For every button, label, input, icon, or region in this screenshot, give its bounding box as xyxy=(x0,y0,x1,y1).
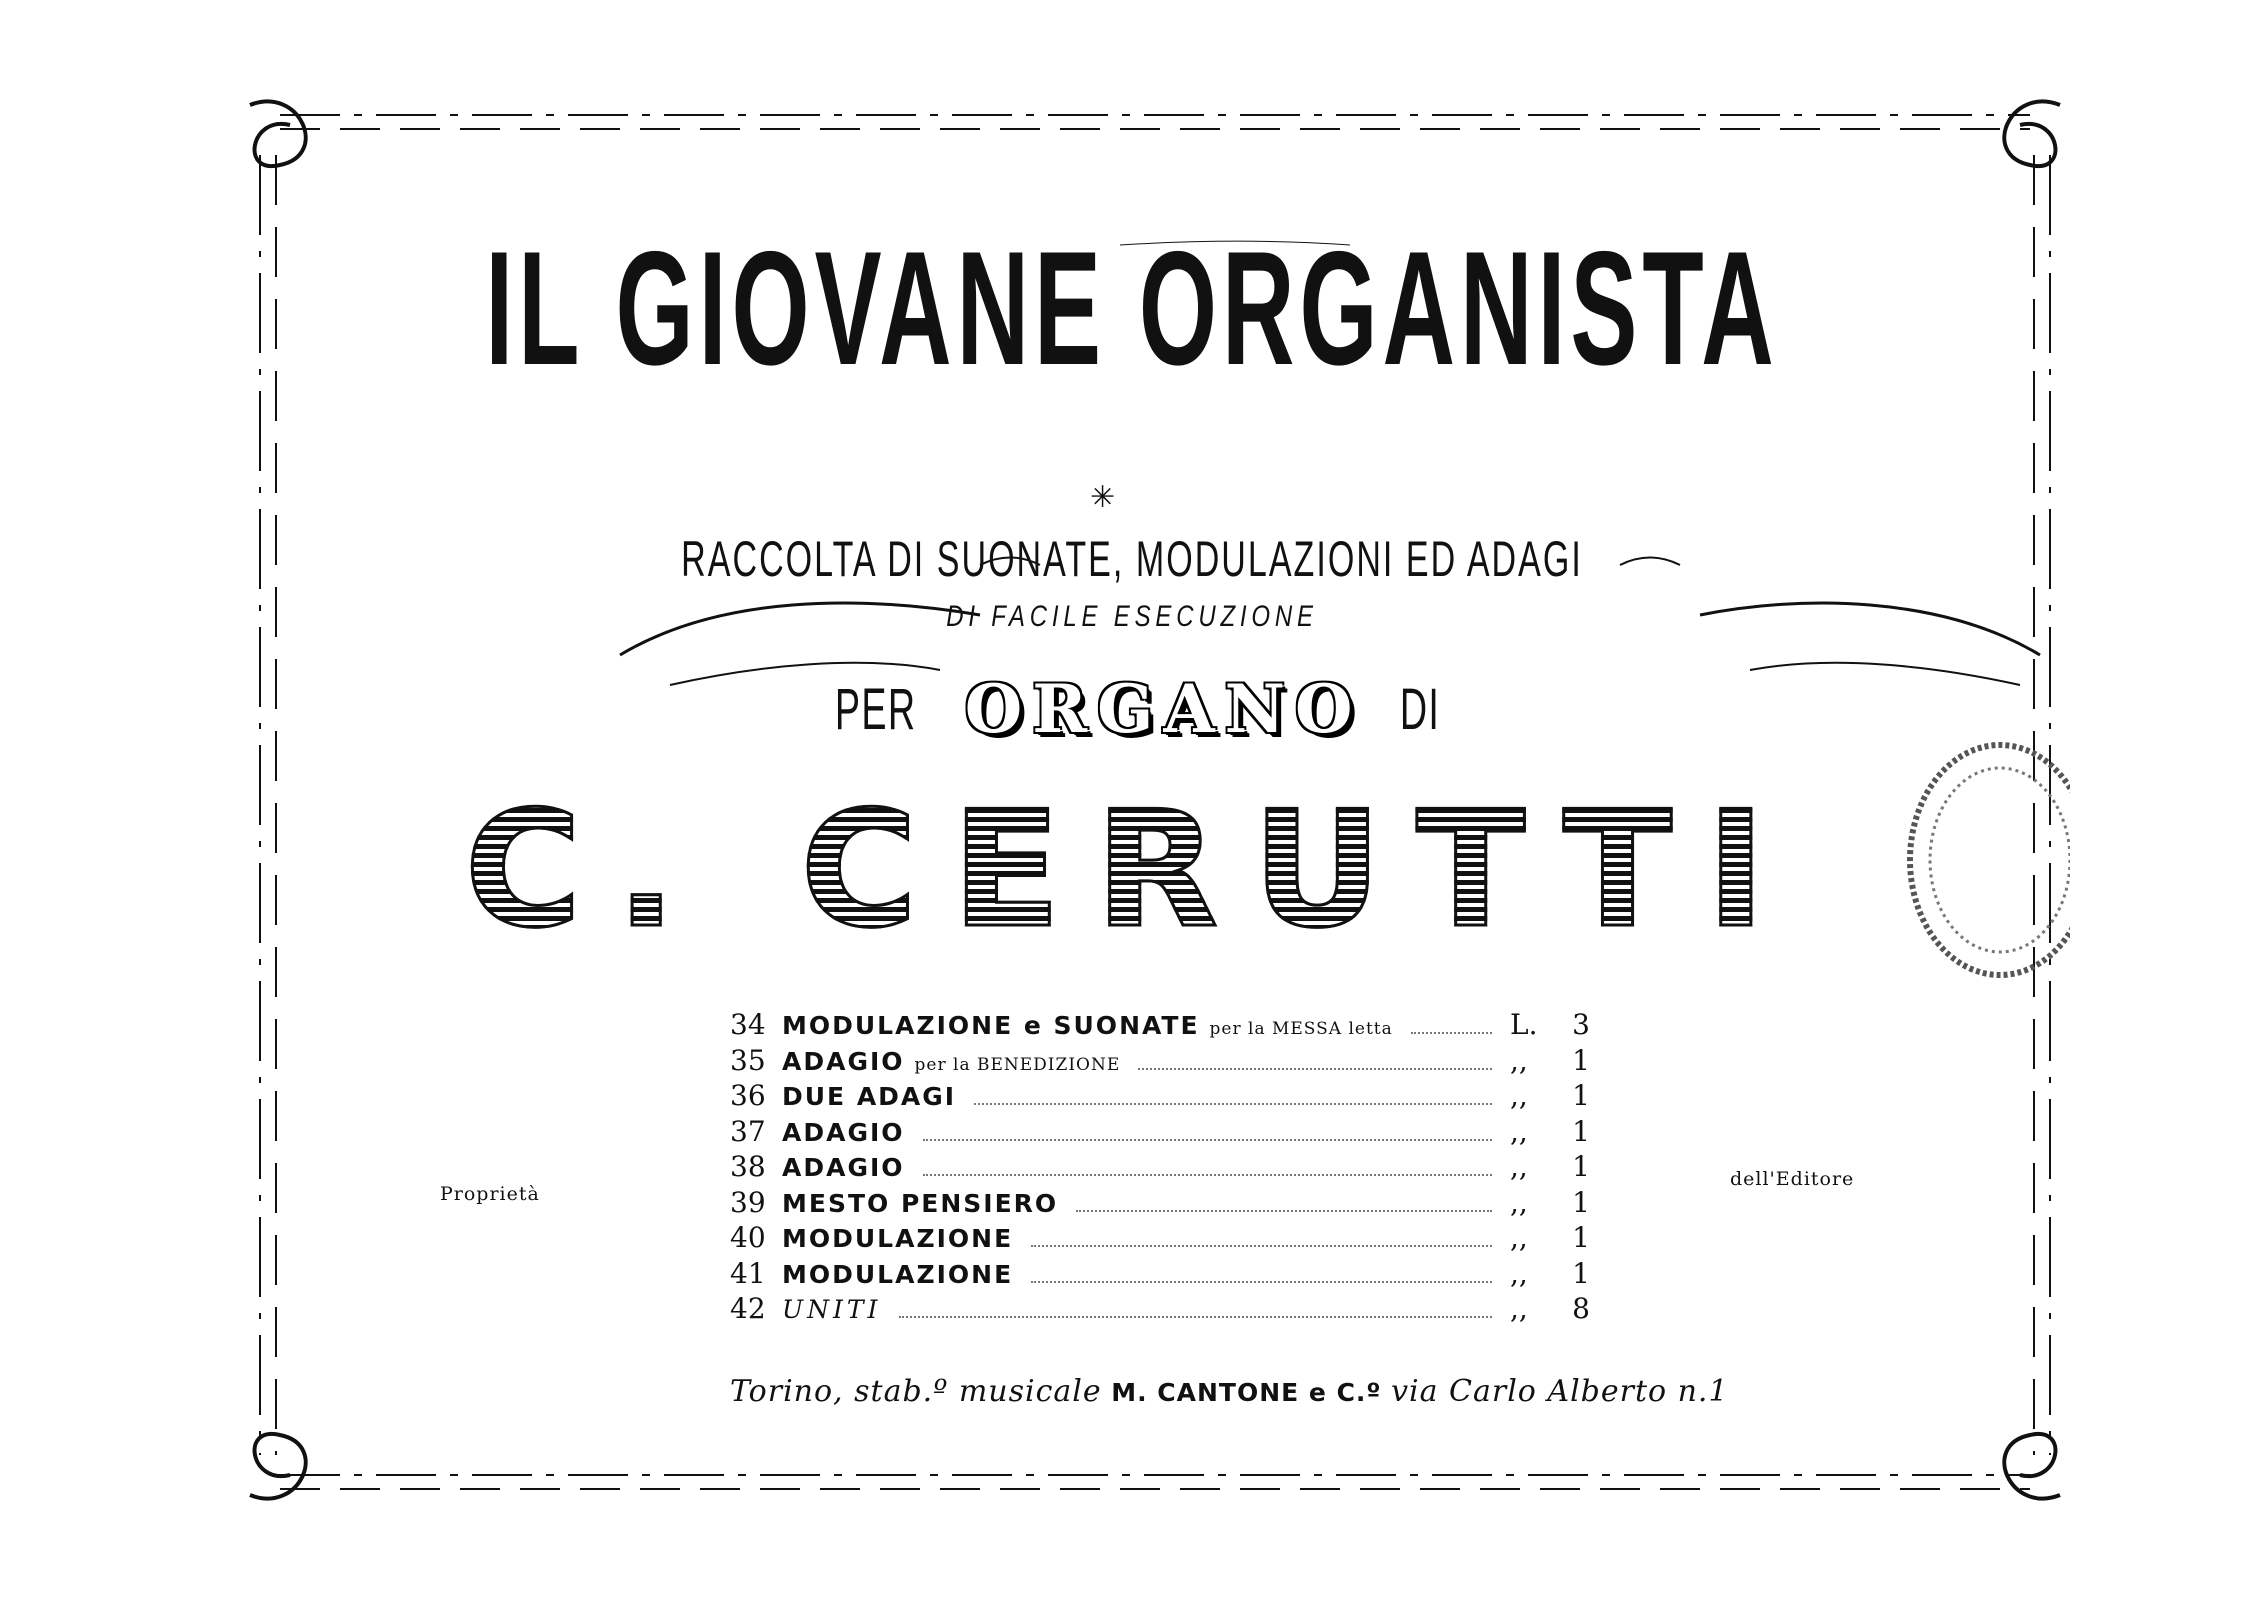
work-number: 36 xyxy=(730,1079,766,1112)
instrument-line xyxy=(0,670,2264,748)
work-note: per la MESSA letta xyxy=(1209,1019,1393,1039)
price-mark: ,, xyxy=(1510,1079,1528,1112)
work-title: MODULAZIONE xyxy=(782,1224,1014,1253)
price-mark: ,, xyxy=(1510,1185,1528,1219)
publisher-imprint xyxy=(730,1374,1729,1409)
property-label-left: Proprietà xyxy=(440,1183,540,1205)
list-item xyxy=(730,1008,1590,1044)
work-price: 1 xyxy=(1572,1043,1590,1077)
work-number: 40 xyxy=(730,1221,766,1254)
list-item xyxy=(730,1257,1590,1293)
price-mark: ,, xyxy=(1510,1114,1528,1148)
subtitle-facile: DI FACILE ESECUZIONE xyxy=(946,600,1318,633)
work-number: 35 xyxy=(730,1043,766,1077)
price-mark: L. xyxy=(1510,1008,1538,1041)
work-title: ADAGIO xyxy=(782,1117,905,1147)
dot-leader xyxy=(1031,1245,1492,1247)
work-price: 1 xyxy=(1572,1150,1590,1183)
work-title: MESTO PENSIERO xyxy=(782,1188,1059,1218)
dot-leader xyxy=(899,1316,1492,1318)
work-number: 34 xyxy=(730,1008,766,1041)
star-ornament-icon: ✳ xyxy=(1090,480,1116,515)
di-word: DI xyxy=(1399,676,1440,742)
imprint-publisher: M. CANTONE e C.º xyxy=(1111,1378,1382,1407)
work-price: 1 xyxy=(1572,1079,1590,1112)
work-number: 39 xyxy=(730,1185,766,1219)
list-item xyxy=(730,1150,1590,1186)
library-stamp xyxy=(1890,740,2070,980)
subtitle: RACCOLTA DI SUONATE, MODULAZIONI ED ADAGI xyxy=(681,531,1583,587)
dot-leader xyxy=(923,1174,1492,1176)
instrument-name: ORGANO xyxy=(964,670,1363,748)
list-item xyxy=(730,1079,1590,1115)
work-note: per la BENEDIZIONE xyxy=(914,1054,1121,1075)
price-mark: ,, xyxy=(1510,1150,1528,1183)
work-title: MODULAZIONE e SUONATE xyxy=(782,1011,1200,1040)
list-item xyxy=(730,1186,1590,1222)
price-mark: ,, xyxy=(1510,1256,1528,1290)
work-title: ADAGIO xyxy=(782,1153,905,1182)
work-price: 1 xyxy=(1572,1185,1590,1219)
work-title: DUE ADAGI xyxy=(782,1082,957,1111)
work-number: 38 xyxy=(730,1150,766,1183)
dot-leader xyxy=(1411,1032,1492,1034)
list-item xyxy=(730,1044,1590,1080)
work-number: 42 xyxy=(730,1292,766,1325)
works-list xyxy=(730,1008,1590,1328)
work-title: UNITI xyxy=(782,1295,882,1324)
dot-leader xyxy=(1076,1210,1492,1212)
work-price: 3 xyxy=(1572,1008,1590,1041)
price-mark: ,, xyxy=(1510,1043,1528,1077)
list-item xyxy=(730,1292,1590,1328)
property-label-right: dell'Editore xyxy=(1730,1168,1855,1190)
dot-leader xyxy=(974,1103,1492,1105)
work-price: 8 xyxy=(1572,1292,1590,1325)
list-item xyxy=(730,1115,1590,1151)
price-mark: ,, xyxy=(1510,1292,1528,1325)
dot-leader xyxy=(923,1139,1492,1141)
dot-leader xyxy=(1138,1068,1492,1070)
work-title: MODULAZIONE xyxy=(782,1259,1014,1289)
work-price: 1 xyxy=(1572,1114,1590,1148)
work-price: 1 xyxy=(1572,1256,1590,1290)
stamp-icon xyxy=(1890,740,2070,980)
work-title: ADAGIO xyxy=(782,1046,905,1076)
composer-name: C. CERUTTI xyxy=(0,790,2264,950)
imprint-address: via Carlo Alberto n.1 xyxy=(1391,1374,1729,1409)
page-title: IL GIOVANE ORGANISTA xyxy=(485,218,1779,399)
work-number: 41 xyxy=(730,1256,766,1290)
imprint-city: Torino, stab.º musicale xyxy=(730,1374,1102,1409)
dot-leader xyxy=(1031,1281,1492,1283)
per-word: PER xyxy=(835,676,917,742)
work-price: 1 xyxy=(1572,1221,1590,1254)
price-mark: ,, xyxy=(1510,1221,1528,1254)
list-item xyxy=(730,1221,1590,1257)
work-number: 37 xyxy=(730,1114,766,1148)
